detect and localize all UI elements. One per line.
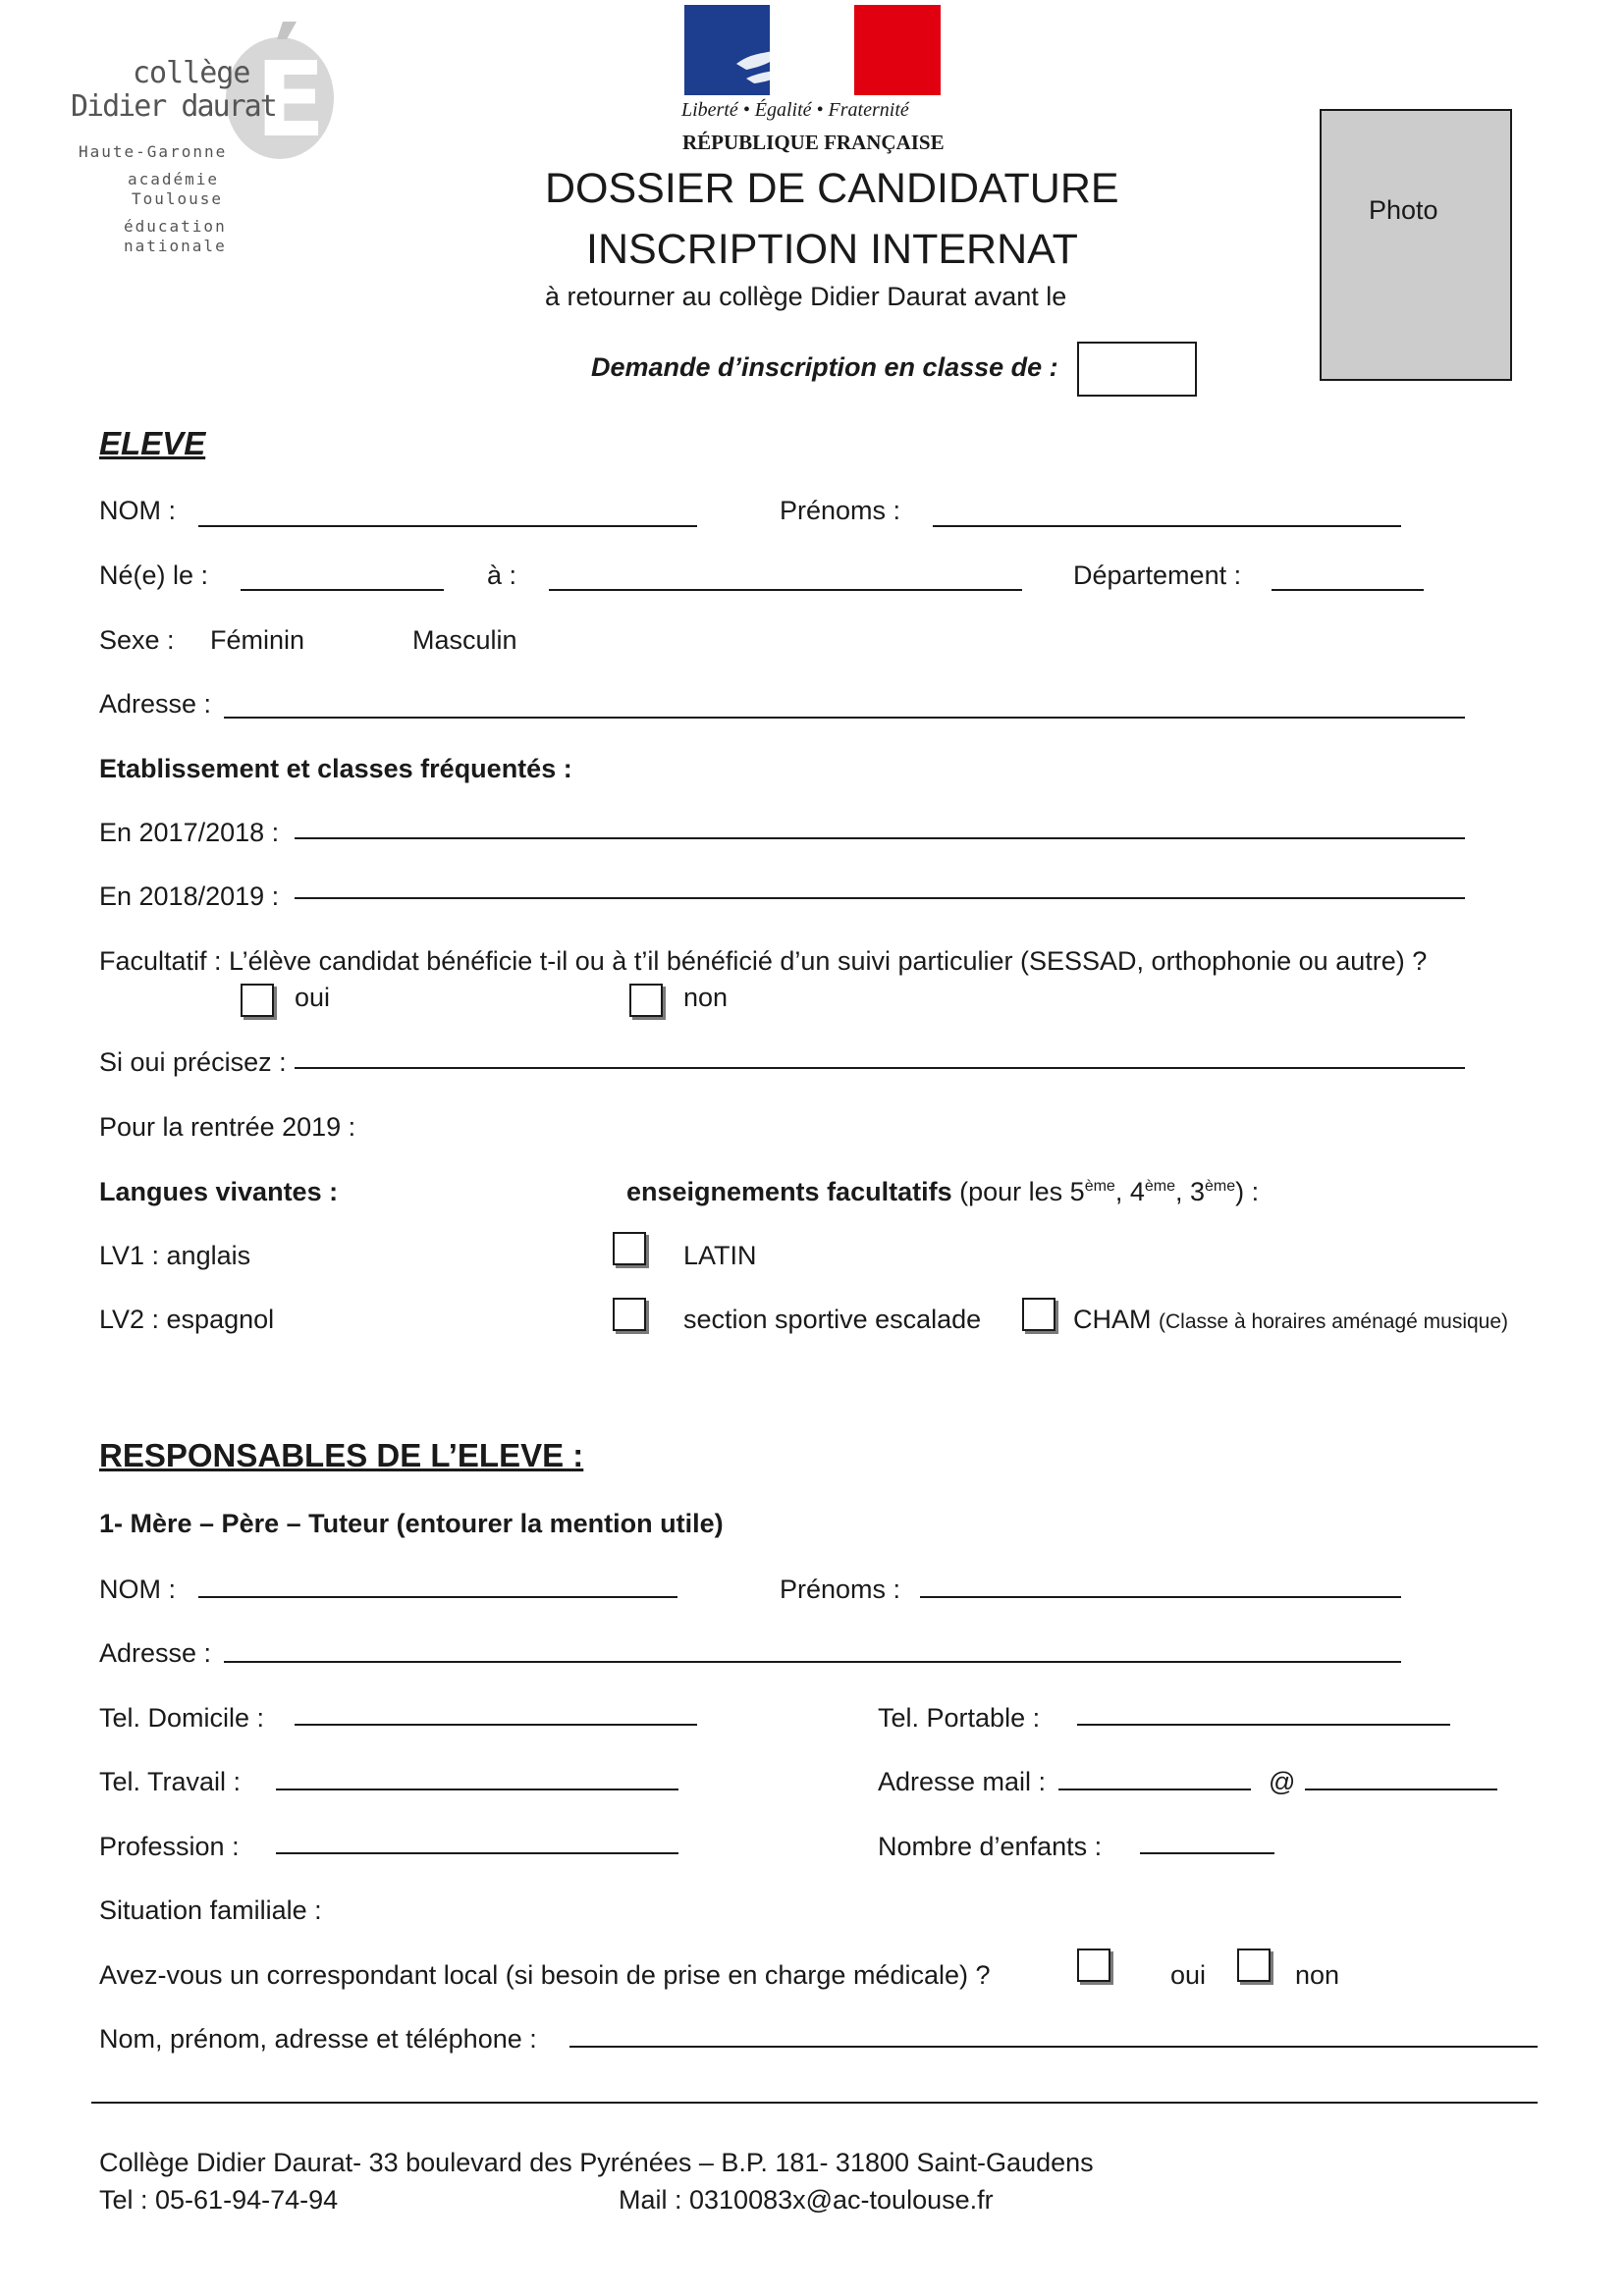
footer-tel: Tel : 05-61-94-74-94	[99, 2185, 339, 2215]
footer-address: Collège Didier Daurat- 33 boulevard des Pyrénées – B.P. 181- 31800 Saint-Gaudens	[99, 2148, 1094, 2177]
eleve-etablissement-label: Etablissement et classes fréquentés :	[99, 754, 572, 783]
eleve-cham-checkbox[interactable]	[1022, 1298, 1056, 1331]
resp-tel-travail-field[interactable]	[276, 1789, 678, 1790]
footer-mail: Mail : 0310083x@ac-toulouse.fr	[619, 2185, 994, 2215]
eleve-sup-3: ème	[1205, 1178, 1236, 1195]
photo-label: Photo	[1369, 195, 1438, 225]
resp-adresse-label: Adresse :	[99, 1638, 212, 1668]
resp-at-sign: @	[1269, 1767, 1296, 1796]
resp-situation-label: Situation familiale :	[99, 1896, 322, 1925]
responsables-sub-title: 1- Mère – Père – Tuteur (entourer la mention utile)	[99, 1509, 724, 1538]
eleve-cham-text: CHAM	[1073, 1305, 1152, 1334]
document-title-line2: INSCRIPTION INTERNAT	[586, 226, 1078, 273]
eleve-nom-field[interactable]	[198, 525, 697, 527]
eleve-adresse-label: Adresse :	[99, 689, 212, 719]
eleve-nom-label: NOM :	[99, 496, 176, 525]
eleve-annee1-label: En 2017/2018 :	[99, 818, 280, 847]
eleve-enseignements-suffix: ) :	[1235, 1177, 1260, 1206]
classe-input-box[interactable]	[1077, 342, 1197, 397]
resp-tel-portable-label: Tel. Portable :	[878, 1703, 1041, 1733]
resp-correspondant-oui-label: oui	[1170, 1960, 1207, 1990]
eleve-feminin-option[interactable]: Féminin	[210, 625, 305, 655]
eleve-section-title: ELEVE	[99, 425, 206, 461]
eleve-suivi-non-label: non	[683, 983, 729, 1012]
eleve-latin-checkbox[interactable]	[613, 1232, 646, 1265]
resp-prenoms-label: Prénoms :	[780, 1575, 901, 1604]
resp-mail-domain-field[interactable]	[1305, 1789, 1497, 1790]
eleve-sup-4: ème	[1144, 1178, 1175, 1195]
logo-college-line1: collège	[133, 56, 250, 90]
eleve-si-oui-field[interactable]	[295, 1067, 1465, 1069]
eleve-prenoms-field[interactable]	[933, 525, 1401, 527]
eleve-naissance-date-field[interactable]	[241, 589, 444, 591]
eleve-annee1-field[interactable]	[295, 837, 1465, 839]
eleve-sup-5: ème	[1084, 1178, 1115, 1195]
resp-mail-user-field[interactable]	[1058, 1789, 1251, 1790]
eleve-enseignements-prefix: (pour les 5	[959, 1177, 1085, 1206]
logo-college-line2: Didier daurat	[71, 89, 276, 124]
responsables-section-title: RESPONSABLES DE L’ELEVE :	[99, 1437, 584, 1473]
eleve-naissance-lieu-field[interactable]	[549, 589, 1022, 591]
resp-tel-portable-field[interactable]	[1077, 1724, 1450, 1726]
eleve-departement-field[interactable]	[1272, 589, 1424, 591]
eleve-enseignements-heading	[626, 1176, 1259, 1207]
eleve-sep-3: , 3	[1174, 1177, 1205, 1206]
svg-text:E: E	[255, 40, 326, 160]
eleve-cham-label	[1073, 1304, 1508, 1338]
eleve-suivi-oui-label: oui	[295, 983, 331, 1012]
resp-prenoms-field[interactable]	[920, 1596, 1401, 1598]
logo-education-line1: éducation	[124, 217, 227, 236]
resp-correspondant-non-checkbox[interactable]	[1237, 1949, 1271, 1982]
resp-tel-domicile-label: Tel. Domicile :	[99, 1703, 265, 1733]
document-subtitle: à retourner au collège Didier Daurat avant le	[545, 282, 1067, 311]
resp-adresse-mail-label: Adresse mail :	[878, 1767, 1047, 1796]
eleve-annee2-field[interactable]	[295, 897, 1465, 899]
eleve-facultatif-question: Facultatif : L’élève candidat bénéficie t-il ou à t’il bénéficié d’un suivi particulier (SESSAD, orthophonie ou autre) ?	[99, 946, 1428, 976]
resp-nom-label: NOM :	[99, 1575, 176, 1604]
eleve-departement-label: Département :	[1073, 561, 1242, 590]
resp-adresse-field[interactable]	[224, 1661, 1401, 1663]
logo-education-line2: nationale	[124, 237, 227, 255]
logo-region: Haute-Garonne	[79, 142, 228, 161]
eleve-sep-4: , 4	[1114, 1177, 1145, 1206]
classe-label: Demande d’inscription en classe de :	[591, 352, 1058, 382]
eleve-ne-le-label: Né(e) le :	[99, 561, 209, 590]
logo-academie-line2: Toulouse	[132, 189, 224, 208]
resp-correspondant-question: Avez-vous un correspondant local (si besoin de prise en charge médicale) ?	[99, 1960, 991, 1990]
eleve-section-sportive-label: section sportive escalade	[683, 1305, 982, 1334]
resp-nb-enfants-label: Nombre d’enfants :	[878, 1832, 1103, 1861]
resp-tel-domicile-field[interactable]	[295, 1724, 697, 1726]
eleve-enseignements-label: enseignements facultatifs	[626, 1177, 952, 1206]
eleve-lv2: LV2 : espagnol	[99, 1305, 275, 1334]
eleve-rentree-label: Pour la rentrée 2019 :	[99, 1112, 356, 1142]
college-logo	[59, 15, 326, 270]
resp-coordonnees-label: Nom, prénom, adresse et téléphone :	[99, 2024, 537, 2054]
eleve-section-sportive-checkbox[interactable]	[613, 1298, 646, 1331]
resp-coordonnees-field-2[interactable]	[91, 2102, 1538, 2104]
resp-coordonnees-field[interactable]	[569, 2046, 1538, 2048]
eleve-masculin-option[interactable]: Masculin	[412, 625, 517, 655]
eleve-langues-label: Langues vivantes :	[99, 1177, 339, 1206]
eleve-latin-label: LATIN	[683, 1241, 757, 1270]
eleve-suivi-oui-checkbox[interactable]	[241, 984, 274, 1017]
eleve-lv1: LV1 : anglais	[99, 1241, 251, 1270]
marianne-republic: RÉPUBLIQUE FRANÇAISE	[682, 131, 945, 154]
resp-correspondant-non-label: non	[1295, 1960, 1340, 1990]
resp-nom-field[interactable]	[198, 1596, 677, 1598]
eleve-suivi-non-checkbox[interactable]	[629, 984, 663, 1017]
resp-profession-label: Profession :	[99, 1832, 240, 1861]
marianne-profile-icon	[727, 5, 874, 95]
eleve-adresse-field[interactable]	[224, 717, 1465, 719]
document-title-line1: DOSSIER DE CANDIDATURE	[545, 165, 1119, 212]
photo-box[interactable]	[1320, 109, 1512, 381]
eleve-sexe-label: Sexe :	[99, 625, 175, 655]
resp-tel-travail-label: Tel. Travail :	[99, 1767, 242, 1796]
marianne-motto: Liberté • Égalité • Fraternité	[681, 99, 909, 121]
eleve-annee2-label: En 2018/2019 :	[99, 881, 280, 911]
resp-correspondant-oui-checkbox[interactable]	[1077, 1949, 1110, 1982]
resp-nb-enfants-field[interactable]	[1140, 1852, 1274, 1854]
resp-profession-field[interactable]	[276, 1852, 678, 1854]
logo-academie-line1: académie	[128, 170, 220, 188]
eleve-si-oui-label: Si oui précisez :	[99, 1047, 287, 1077]
eleve-cham-detail: (Classe à horaires aménagé musique)	[1159, 1310, 1509, 1333]
eleve-prenoms-label: Prénoms :	[780, 496, 901, 525]
eleve-a-label: à :	[487, 561, 517, 590]
